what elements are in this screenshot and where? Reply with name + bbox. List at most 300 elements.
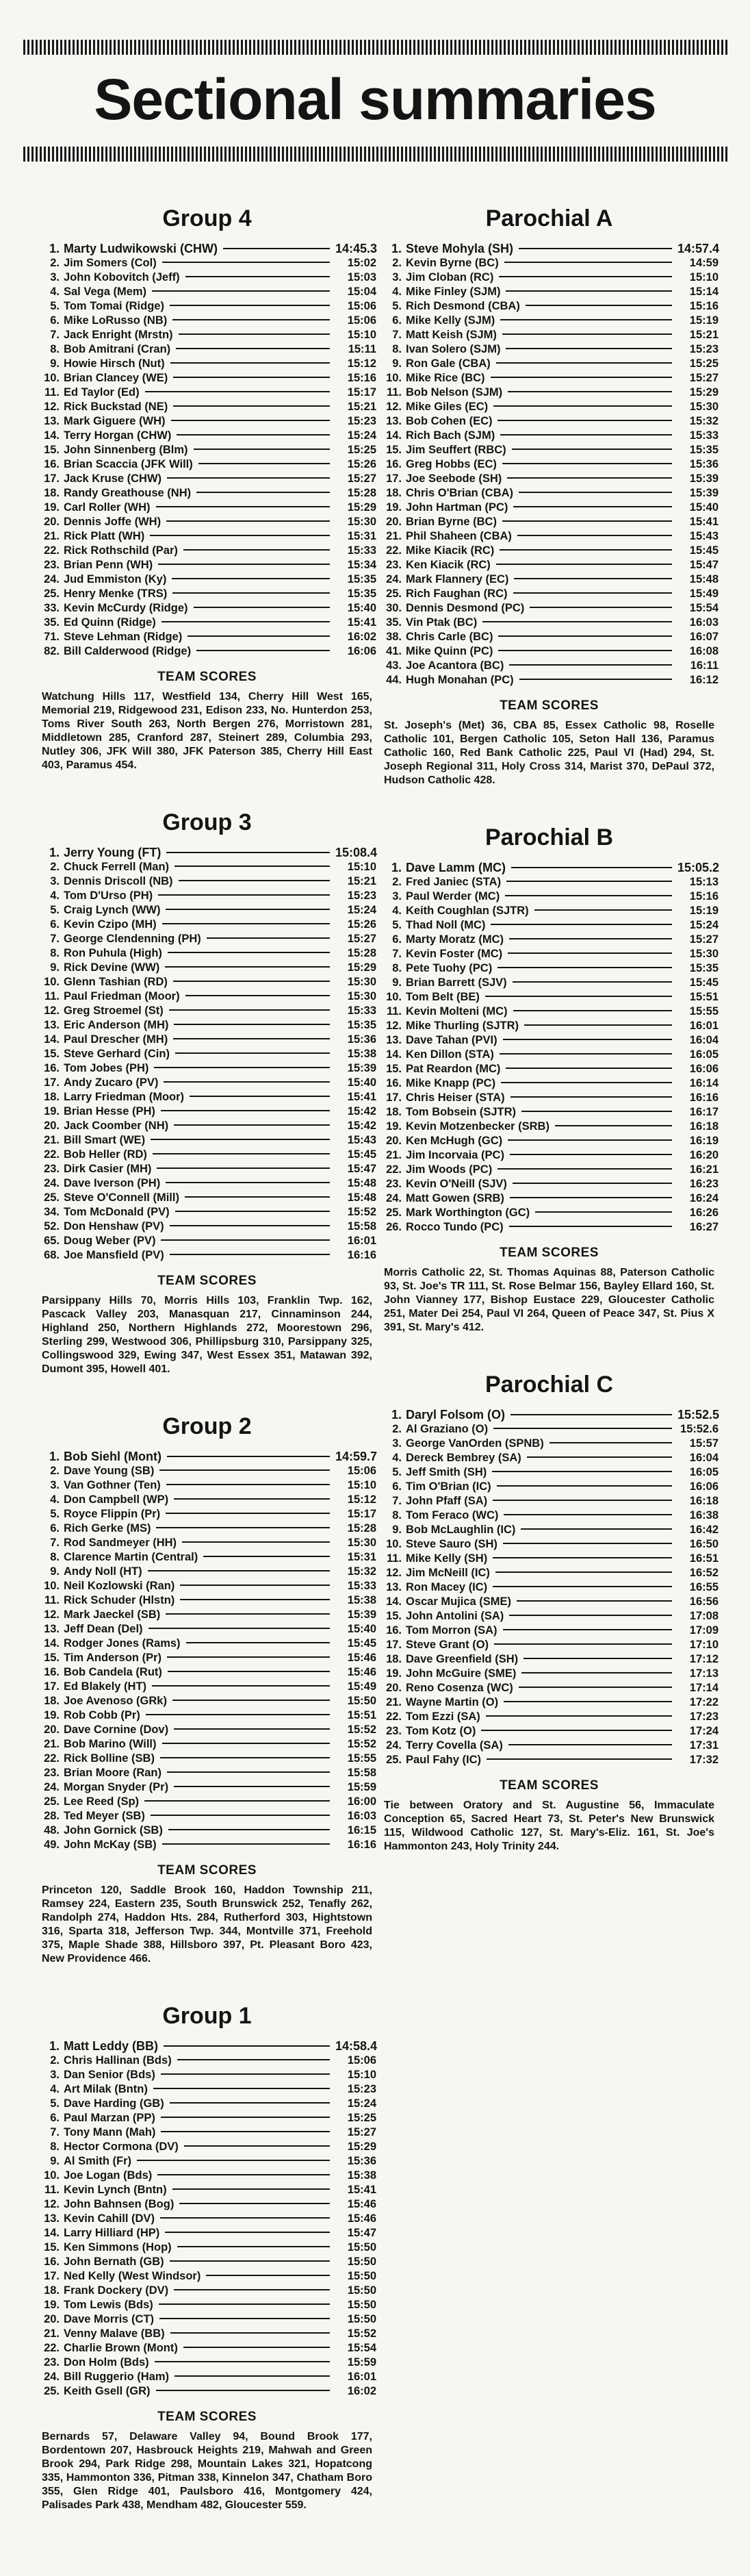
leader-rule xyxy=(173,1038,330,1039)
result-rank: 18. xyxy=(44,1695,60,1707)
result-rank: 21. xyxy=(44,1738,60,1750)
finish-time: 15:54 xyxy=(689,602,719,614)
runner-name: John Kobovitch (Jeff) xyxy=(64,271,180,283)
finish-time: 16:18 xyxy=(689,1495,719,1507)
result-rank: 17. xyxy=(44,472,60,485)
finish-time: 15:35 xyxy=(689,444,719,456)
finish-time: 15:41 xyxy=(347,1091,376,1103)
result-rank: 43. xyxy=(386,659,402,672)
result-row xyxy=(380,472,719,486)
runner-name: Rich Bach (SJM) xyxy=(406,429,495,442)
finish-time: 15:29 xyxy=(347,501,376,514)
leader-rule xyxy=(203,1556,330,1557)
leader-rule xyxy=(506,881,672,882)
runner-name: Paul Werder (MC) xyxy=(406,890,500,902)
result-rank: 33. xyxy=(44,602,60,614)
runner-name: Thad Noll (MC) xyxy=(406,919,486,931)
finish-time: 14:58.4 xyxy=(335,2039,378,2053)
leader-rule xyxy=(179,2203,330,2204)
result-rank: 8. xyxy=(392,343,402,355)
leader-rule xyxy=(188,635,330,637)
leader-rule xyxy=(172,1700,330,1701)
finish-time: 15:39 xyxy=(689,487,719,499)
leader-rule xyxy=(137,2160,330,2161)
result-row xyxy=(380,889,719,904)
result-row xyxy=(38,2140,376,2154)
result-row xyxy=(38,2054,376,2068)
finish-time: 15:30 xyxy=(347,990,376,1002)
finish-time: 16:04 xyxy=(689,1452,719,1464)
leader-rule xyxy=(184,2145,330,2147)
finish-time: 15:33 xyxy=(347,1005,376,1017)
leader-rule xyxy=(172,578,330,579)
result-rank: 4. xyxy=(50,1493,60,1506)
result-rank: 18. xyxy=(386,1653,402,1665)
finish-time: 15:31 xyxy=(347,530,376,542)
result-rank: 2. xyxy=(50,257,60,269)
runner-name: Tom Morron (SA) xyxy=(406,1624,497,1637)
finish-time: 15:45 xyxy=(347,1637,376,1650)
runner-name: Fred Janiec (STA) xyxy=(406,876,502,888)
runner-name: Matt Keish (SJM) xyxy=(406,329,497,341)
result-rank: 17. xyxy=(44,1076,60,1089)
runner-name: Tom Jobes (PH) xyxy=(64,1062,149,1074)
result-rank: 1. xyxy=(49,242,60,255)
result-row xyxy=(380,1206,719,1220)
runner-name: Jack Enright (Mrstn) xyxy=(64,329,173,341)
runner-name: Bob Heller (RD) xyxy=(64,1148,147,1161)
leader-rule xyxy=(519,679,672,680)
finish-time: 15:27 xyxy=(689,372,719,384)
bottom-decorative-rule xyxy=(23,147,728,162)
result-rank: 2. xyxy=(50,1465,60,1477)
finish-time: 15:27 xyxy=(347,472,376,485)
result-rank: 3. xyxy=(392,890,402,902)
finish-time: 15:38 xyxy=(347,2169,376,2182)
finish-time: 17:10 xyxy=(689,1639,719,1651)
runner-name: Paul Drescher (MH) xyxy=(64,1033,168,1046)
result-row xyxy=(380,1739,719,1753)
result-rank: 9. xyxy=(50,961,60,974)
runner-name: Mike Kelly (SJM) xyxy=(406,314,495,327)
finish-time: 15:16 xyxy=(347,372,376,384)
leader-rule xyxy=(167,1656,330,1658)
result-rank: 23. xyxy=(44,1163,60,1175)
result-rank: 28. xyxy=(44,1810,60,1822)
runner-name: Wayne Martin (O) xyxy=(406,1696,499,1708)
finish-time: 15:17 xyxy=(347,386,376,399)
finish-time: 16:21 xyxy=(689,1163,719,1176)
leader-rule xyxy=(512,449,672,450)
finish-time: 15:23 xyxy=(689,343,719,355)
leader-rule xyxy=(174,2375,330,2377)
leader-rule xyxy=(493,405,672,407)
leader-rule xyxy=(513,506,672,507)
team-scores-heading: TEAM SCORES xyxy=(157,2410,257,2424)
result-rank: 13. xyxy=(386,1034,402,1046)
finish-time: 15:36 xyxy=(347,1033,376,1046)
finish-time: 15:46 xyxy=(347,2212,376,2225)
result-rank: 15. xyxy=(44,1048,60,1060)
result-row xyxy=(38,1076,376,1090)
leader-rule xyxy=(521,1528,672,1530)
result-rank: 5. xyxy=(50,904,60,916)
section-group-3 xyxy=(38,809,376,1376)
leader-rule xyxy=(196,650,330,651)
result-rank: 3. xyxy=(50,271,60,283)
runner-name: Al Graziano (O) xyxy=(406,1423,489,1435)
runner-name: Steve Gerhard (Cin) xyxy=(64,1048,170,1060)
result-row xyxy=(380,371,719,386)
result-rank: 30. xyxy=(386,602,402,614)
leader-rule xyxy=(173,981,330,982)
result-rank: 10. xyxy=(386,1538,402,1550)
leader-rule xyxy=(497,420,672,421)
leader-rule xyxy=(154,1067,330,1068)
result-rank: 5. xyxy=(392,300,402,312)
finish-time: 15:52 xyxy=(347,1738,376,1750)
section-group-1 xyxy=(38,2003,376,2512)
result-rank: 9. xyxy=(50,2155,60,2167)
result-row xyxy=(38,529,376,544)
result-row xyxy=(380,270,719,285)
runner-name: Brian Barrett (SJV) xyxy=(406,976,507,989)
result-rank: 17. xyxy=(386,1091,402,1104)
result-rank: 14. xyxy=(386,1595,402,1608)
result-row xyxy=(38,1047,376,1061)
leader-rule xyxy=(168,952,330,953)
result-rank: 21. xyxy=(386,1149,402,1161)
finish-time: 16:03 xyxy=(347,1810,376,1822)
leader-rule xyxy=(523,1658,672,1659)
result-rank: 23. xyxy=(386,1178,402,1190)
finish-time: 15:54 xyxy=(347,2342,376,2354)
result-row xyxy=(380,1163,719,1177)
leader-rule xyxy=(500,319,672,320)
finish-time: 15:58 xyxy=(347,1767,376,1779)
runner-name: Bob Candela (Rut) xyxy=(64,1666,162,1678)
leader-rule xyxy=(498,650,672,651)
leader-rule xyxy=(167,477,330,479)
finish-time: 17:31 xyxy=(689,1739,719,1752)
runner-name: Dennis Driscoll (NB) xyxy=(64,875,173,887)
finish-time: 16:27 xyxy=(689,1221,719,1233)
runner-name: Tom D'Urso (PH) xyxy=(64,889,153,902)
result-rank: 41. xyxy=(386,645,402,657)
result-rank: 8. xyxy=(50,947,60,959)
finish-time: 15:47 xyxy=(689,559,719,571)
runner-name: Rich Desmond (CBA) xyxy=(406,300,520,312)
result-rank: 15. xyxy=(386,1063,402,1075)
leader-rule xyxy=(519,248,672,249)
result-rank: 1. xyxy=(391,242,402,255)
result-row xyxy=(38,860,376,874)
result-row xyxy=(38,1680,376,1694)
finish-time: 15:29 xyxy=(347,961,376,974)
result-row xyxy=(38,1665,376,1680)
leader-rule xyxy=(521,1672,672,1674)
result-rank: 5. xyxy=(50,300,60,312)
result-row xyxy=(380,443,719,457)
finish-time: 16:11 xyxy=(690,659,719,672)
runner-name: Dave Harding (GB) xyxy=(64,2097,164,2110)
result-row xyxy=(38,918,376,932)
result-row xyxy=(380,1609,719,1624)
leader-rule xyxy=(158,894,330,896)
leader-rule xyxy=(503,1629,672,1630)
finish-time: 17:13 xyxy=(689,1667,719,1680)
result-rank: 17. xyxy=(386,1639,402,1651)
result-rank: 11. xyxy=(44,2184,60,2196)
result-rank: 4. xyxy=(50,2083,60,2095)
leader-rule xyxy=(170,362,330,364)
leader-rule xyxy=(491,924,672,925)
finish-time: 15:43 xyxy=(689,530,719,542)
finish-time: 15:35 xyxy=(347,573,376,585)
result-rank: 14. xyxy=(386,1048,402,1061)
result-rank: 23. xyxy=(386,559,402,571)
result-rank: 15. xyxy=(44,1652,60,1664)
runner-name: Jerry Young (FT) xyxy=(64,846,161,859)
finish-time: 15:35 xyxy=(347,1019,376,1031)
result-row xyxy=(380,414,719,429)
finish-time: 15:42 xyxy=(347,1105,376,1117)
runner-name: John Hartman (PC) xyxy=(406,501,508,514)
runner-name: Rick Bolline (SB) xyxy=(64,1752,155,1765)
runner-name: Chris Carle (BC) xyxy=(406,631,493,643)
leader-rule xyxy=(509,664,672,666)
result-rank: 7. xyxy=(50,329,60,341)
leader-rule xyxy=(157,2174,330,2175)
finish-time: 17:22 xyxy=(689,1696,719,1708)
finish-time: 15:03 xyxy=(347,271,376,283)
result-rank: 17. xyxy=(386,472,402,485)
result-row xyxy=(38,357,376,371)
runner-name: Mike LoRusso (NB) xyxy=(64,314,168,327)
finish-time: 17:14 xyxy=(689,1682,719,1694)
leader-rule xyxy=(510,1154,672,1155)
finish-time: 15:39 xyxy=(689,472,719,485)
team-scores-text: Bernards 57, Delaware Valley 94, Bound Brook 177, Bordentown 207, Hasbrouck Heights 219, Mahwah and Green Brook 294, Park Ridge 298, Mountain Lakes 321, Hopatcong 335, Hammonton 336, Pitman 338, Kinnelon 347, Chatham Boro 355, Glen Ridge 401, Paulsboro 416, Montgomery 424, Palisades Park 438, Mendham 482, Gloucester 559. xyxy=(42,2431,372,2511)
leader-rule xyxy=(504,1701,672,1702)
result-row xyxy=(38,1752,376,1766)
runner-name: Mike Kiacik (RC) xyxy=(406,544,495,557)
leader-rule xyxy=(176,348,330,349)
result-row xyxy=(38,1090,376,1104)
result-row xyxy=(380,1508,719,1523)
section-title: Group 3 xyxy=(162,809,252,835)
result-row xyxy=(38,1493,376,1507)
runner-name: Dave Tahan (PVI) xyxy=(406,1034,497,1046)
runner-name: Mike Kelly (SH) xyxy=(406,1552,488,1565)
result-row xyxy=(38,889,376,903)
leader-rule xyxy=(177,434,330,435)
finish-time: 15:50 xyxy=(347,2284,376,2297)
leader-rule xyxy=(155,2361,330,2362)
finish-time: 15:19 xyxy=(689,905,719,917)
section-parochial-b xyxy=(380,824,719,1335)
result-rank: 10. xyxy=(44,1580,60,1592)
leader-rule xyxy=(179,880,330,881)
leader-rule xyxy=(185,995,330,996)
leader-rule xyxy=(166,520,330,522)
runner-name: Chuck Ferrell (Man) xyxy=(64,861,170,873)
runner-name: Morgan Snyder (Pr) xyxy=(64,1781,169,1793)
runner-name: Greg Stroemel (St) xyxy=(64,1005,164,1017)
result-rank: 7. xyxy=(50,933,60,945)
leader-rule xyxy=(161,1110,330,1111)
leader-rule xyxy=(157,1167,330,1169)
runner-name: Tom Lewis (Bds) xyxy=(64,2299,153,2311)
result-rank: 16. xyxy=(386,458,402,470)
result-rank: 3. xyxy=(50,875,60,887)
result-rank: 11. xyxy=(386,1552,402,1565)
result-rank: 6. xyxy=(392,314,402,327)
leader-rule xyxy=(183,2347,330,2348)
result-row xyxy=(380,1523,719,1537)
finish-time: 15:46 xyxy=(347,1652,376,1664)
runner-name: Ken Dillon (STA) xyxy=(406,1048,494,1061)
leader-rule xyxy=(487,1758,672,1760)
leader-rule xyxy=(497,1485,672,1487)
runner-name: Jim Cloban (RC) xyxy=(406,271,494,283)
result-row xyxy=(38,371,376,386)
result-rank: 15. xyxy=(386,444,402,456)
result-rank: 35. xyxy=(386,616,402,629)
finish-time: 14:59 xyxy=(689,257,719,269)
runner-name: Dan Senior (Bds) xyxy=(64,2069,155,2081)
leader-rule xyxy=(174,1024,330,1025)
leader-rule xyxy=(166,1182,330,1183)
leader-rule xyxy=(506,348,672,349)
finish-time: 16:12 xyxy=(689,674,719,686)
finish-time: 15:52 xyxy=(347,1723,376,1736)
result-rank: 1. xyxy=(49,1450,60,1463)
result-rank: 17. xyxy=(44,1680,60,1693)
finish-time: 16:04 xyxy=(689,1034,719,1046)
finish-time: 16:18 xyxy=(689,1120,719,1133)
leader-rule xyxy=(179,333,330,335)
result-row xyxy=(38,932,376,946)
result-rank: 4. xyxy=(392,1452,402,1464)
runner-name: John Bahnsen (Bog) xyxy=(64,2198,174,2210)
result-rank: 23. xyxy=(44,559,60,571)
leader-rule xyxy=(493,1500,672,1501)
result-row xyxy=(38,1737,376,1752)
runner-name: Brian Scaccia (JFK Will) xyxy=(64,458,193,470)
finish-time: 15:32 xyxy=(347,1565,376,1578)
result-row xyxy=(38,1550,376,1565)
result-rank: 16. xyxy=(386,1077,402,1089)
result-rank: 18. xyxy=(44,487,60,499)
finish-time: 15:30 xyxy=(689,948,719,960)
finish-time: 16:16 xyxy=(347,1249,376,1261)
result-row xyxy=(38,2356,376,2370)
runner-name: Reno Cosenza (WC) xyxy=(406,1682,513,1694)
runner-name: Keith Coughlan (SJTR) xyxy=(406,905,529,917)
runner-name: Bill Calderwood (Ridge) xyxy=(64,645,192,657)
result-row xyxy=(38,587,376,601)
runner-name: Rick Rothschild (Par) xyxy=(64,544,178,557)
runner-name: Kevin Motzenbecker (SRB) xyxy=(406,1120,549,1133)
finish-time: 15:12 xyxy=(347,357,376,370)
finish-time: 17:23 xyxy=(689,1710,719,1723)
result-rank: 3. xyxy=(50,1479,60,1491)
runner-name: Tom Feraco (WC) xyxy=(406,1509,499,1521)
team-scores-heading: TEAM SCORES xyxy=(157,1274,257,1288)
result-rank: 10. xyxy=(386,991,402,1003)
runner-name: Bob Amitrani (Cran) xyxy=(64,343,171,355)
result-row xyxy=(380,299,719,314)
runner-name: Lee Reed (Sp) xyxy=(64,1795,140,1808)
result-row xyxy=(38,2212,376,2226)
result-row xyxy=(38,2125,376,2140)
result-row xyxy=(38,1004,376,1018)
runner-name: Mark Giguere (WH) xyxy=(64,415,166,427)
leader-rule xyxy=(170,2260,330,2262)
leader-rule xyxy=(508,1139,672,1141)
result-row xyxy=(38,472,376,486)
leader-rule xyxy=(148,1628,330,1629)
runner-name: Jim Somers (Col) xyxy=(64,257,157,269)
runner-name: Hector Cormona (DV) xyxy=(64,2141,179,2153)
runner-name: Steve O'Connell (Mill) xyxy=(64,1191,179,1204)
result-rank: 25. xyxy=(44,1191,60,1204)
result-row xyxy=(380,457,719,472)
result-row xyxy=(380,1062,719,1076)
result-rank: 22. xyxy=(44,2342,60,2354)
result-row xyxy=(380,1695,719,1710)
result-rank: 10. xyxy=(44,976,60,988)
runner-name: Steve Lehman (Ridge) xyxy=(64,631,183,643)
result-row xyxy=(38,1795,376,1809)
result-row xyxy=(38,2255,376,2269)
leader-rule xyxy=(152,1685,330,1687)
leader-rule xyxy=(496,564,672,565)
finish-time: 15:10 xyxy=(347,861,376,873)
finish-time: 15:05.2 xyxy=(677,861,720,874)
finish-time: 16:24 xyxy=(689,1192,719,1204)
finish-time: 15:23 xyxy=(347,415,376,427)
leader-rule xyxy=(524,1024,672,1026)
finish-time: 15:48 xyxy=(689,573,719,585)
leader-rule xyxy=(144,1800,330,1802)
runner-name: Don Campbell (WP) xyxy=(64,1493,169,1506)
leader-rule xyxy=(206,2275,330,2276)
leader-rule xyxy=(170,1225,330,1226)
result-row xyxy=(380,1724,719,1739)
result-row xyxy=(38,961,376,975)
finish-time: 16:06 xyxy=(347,645,376,657)
result-rank: 12. xyxy=(386,1567,402,1579)
result-row xyxy=(38,1622,376,1637)
result-row xyxy=(38,1119,376,1133)
result-row xyxy=(38,414,376,429)
result-rank: 38. xyxy=(386,631,402,643)
leader-rule xyxy=(534,909,672,911)
finish-time: 16:08 xyxy=(689,645,719,657)
leader-rule xyxy=(174,1786,330,1787)
runner-name: Ed Quinn (Ridge) xyxy=(64,616,156,629)
finish-time: 15:19 xyxy=(689,314,719,327)
finish-time: 15:47 xyxy=(347,2227,376,2239)
result-rank: 4. xyxy=(50,889,60,902)
result-rank: 20. xyxy=(386,1135,402,1147)
runner-name: Ken Kiacik (RC) xyxy=(406,559,491,571)
runner-name: Henry Menke (TRS) xyxy=(64,588,168,600)
leader-rule xyxy=(165,966,330,968)
leader-rule xyxy=(185,276,330,277)
